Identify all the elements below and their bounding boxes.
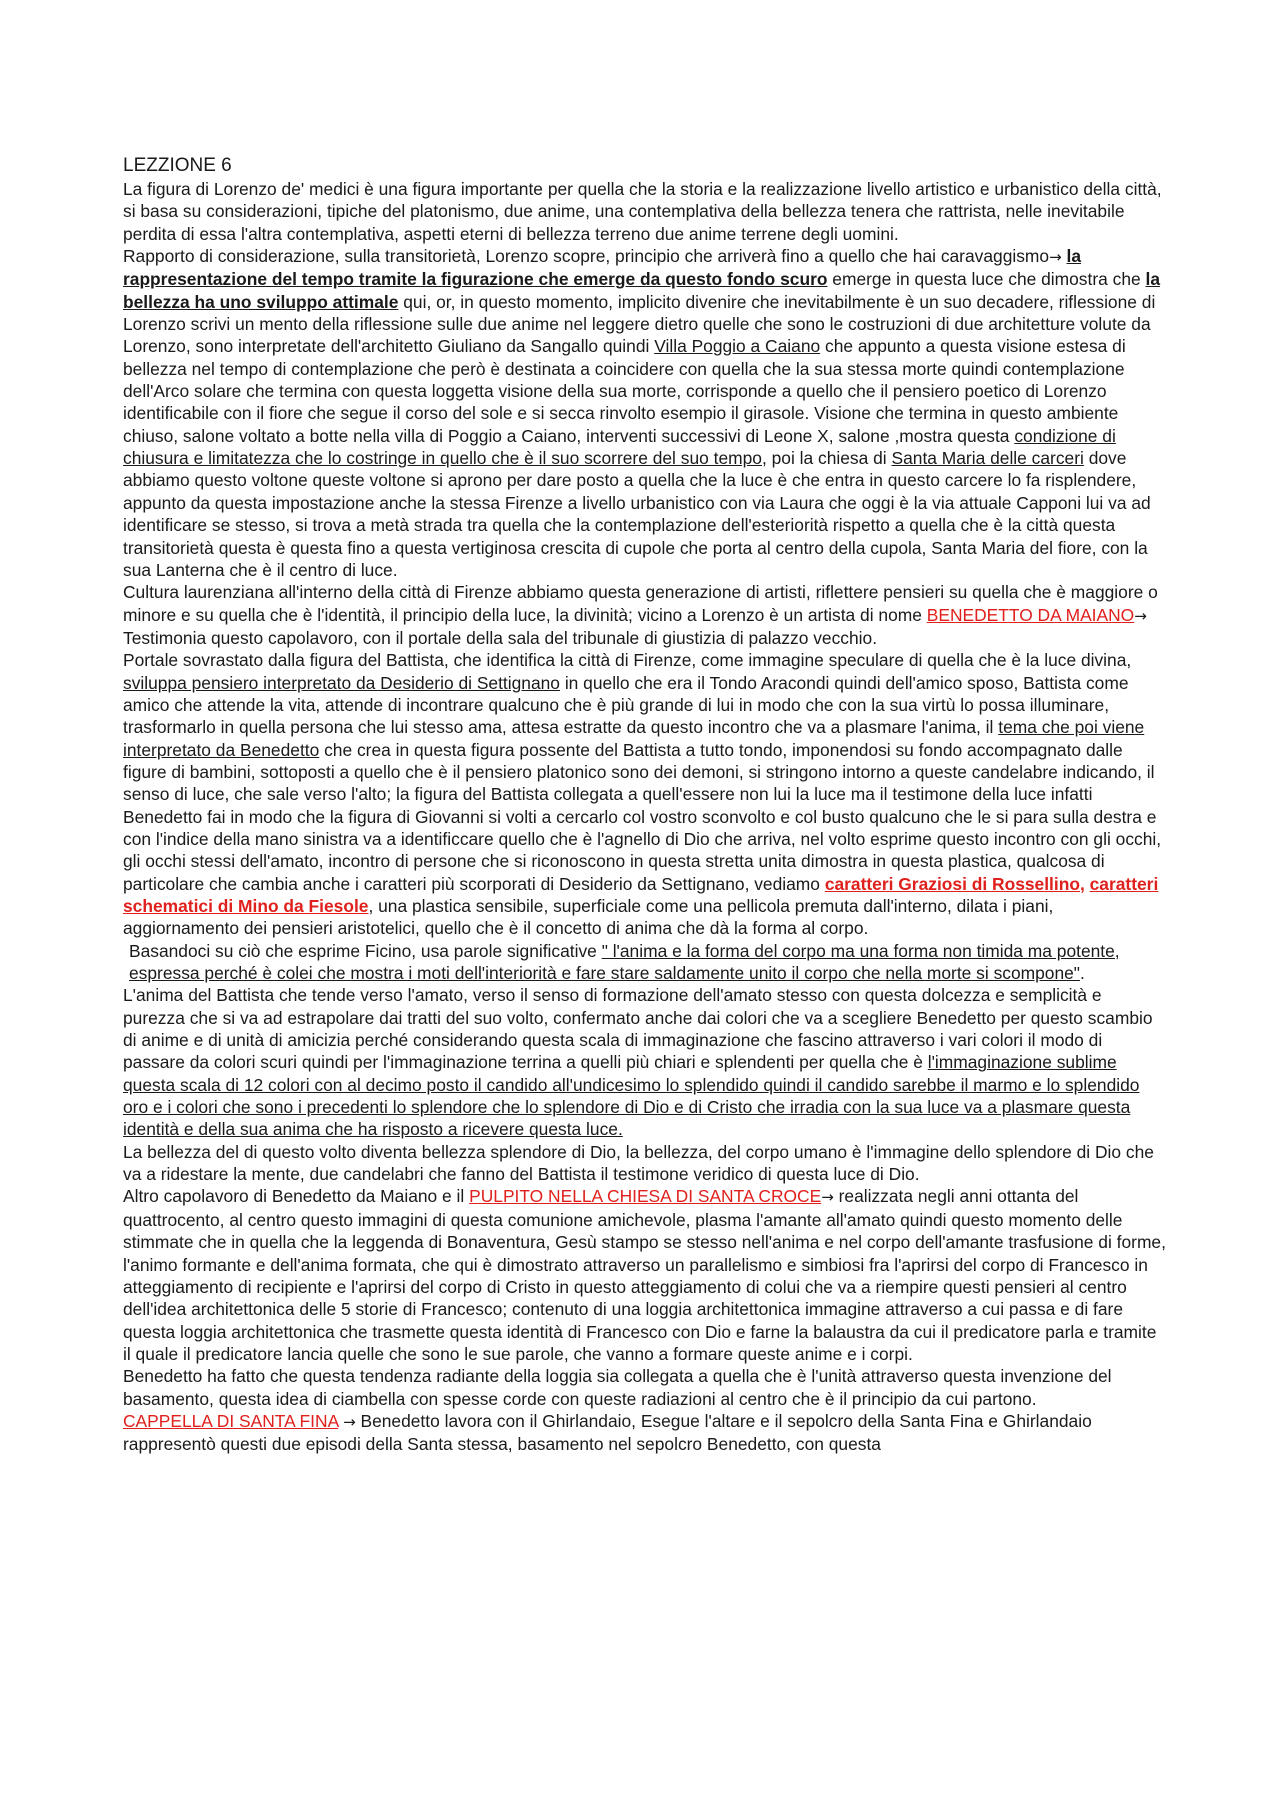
text-run: .	[1079, 963, 1085, 984]
text-run: La bellezza del di questo volto diventa bellezza splendore di Dio, la bellezza, del corpo umano è l'immagine dello splendore di Dio che va a ridestare la mente, due candelabri che fanno del Battista il testimone veridico di questa luce di Dio.	[123, 1141, 1154, 1185]
arrow-icon: →	[343, 1412, 356, 1431]
text-run: qui, or, in questo momento, implicito divenire che inevitabilmente è un suo decadere, riflessione di Lorenzo scrivi un mento della riflessione sulle due anime nel leggere dietro quelle che sono le costruzioni di due architetture volute da Lorenzo, sono interpretate dell'architetto Giuliano da Sangallo quindi	[123, 291, 1156, 357]
paragraph	[123, 1141, 1168, 1186]
arrow-icon: →	[821, 1188, 834, 1207]
text-run: emerge in questa luce che dimostra che	[827, 269, 1146, 290]
paragraph	[123, 1410, 1168, 1456]
arrow-icon: →	[1049, 248, 1062, 267]
highlighted-term: PULPITO NELLA CHIESA DI SANTA CROCE	[469, 1186, 822, 1207]
document-body	[123, 178, 1168, 1456]
emphasized-text: " l'anima e la forma del corpo ma una forma non timida ma potente, espressa perché è colei che mostra i moti dell'interiorità e fare stare saldamente unito il corpo che nella morte si scompone"	[129, 940, 1120, 984]
text-run: Benedetto ha fatto che questa tendenza radiante della loggia sia collegata a quella che è l'unità attraverso questa invenzione del basamento, questa idea di ciambella con spesse corde con queste radiazioni al centro che è il principio da cui partono.	[123, 1366, 1112, 1409]
text-run: in quello che era il Tondo Aracondi quindi dell'amico sposo, Battista come amico che attende la vita, attende di incontrare qualcuno che è più grande di lui in modo che con la sua virtù lo possa illuminare, trasformarlo in quella persona che lui stesso ama, attesa estratte da questo incontro che va a plasmare l'anima, il	[123, 672, 1129, 738]
text-run: Portale sovrastato dalla figura del Battista, che identifica la città di Firenze, come immagine speculare di quella che è la luce divina,	[123, 650, 1132, 671]
paragraph	[123, 984, 1168, 1140]
emphasized-text: tema che poi viene interpretato da Benedetto	[123, 717, 1145, 760]
emphasized-text: Villa Poggio a Caiano	[654, 336, 821, 357]
paragraph	[123, 178, 1168, 245]
text-run: Altro capolavoro di Benedetto da Maiano e il	[123, 1186, 470, 1207]
text-run: , poi la chiesa di	[761, 448, 892, 469]
paragraph	[123, 1365, 1168, 1410]
highlighted-term: BENEDETTO DA MAIANO	[926, 604, 1135, 625]
emphasized-text: l'immaginazione sublime questa scala di 12 colori con al decimo posto il candido all'undicesimo lo splendido quindi il candido sarebbe il marmo e lo splendido oro e i colori che sono i precedenti lo splendore che lo splendore di Dio e di Cristo che irradia con la sua luce va a plasmare questa identità e della sua anima che ha risposto a ricevere questa luce.	[123, 1052, 1140, 1140]
paragraph	[123, 245, 1168, 581]
page-title: LEZZIONE 6	[123, 155, 232, 176]
text-run: realizzata negli anni ottanta del quattrocento, al centro questo immagini di questa comunione amichevole, plasma l'amante all'amato quindi questo momento delle stimmate che in quella che la leggenda di Bonaventura, Gesù stampo se stesso nell'anima e nel corpo dell'amante trasfusione di forme, l'animo formante e dell'anima formata, che qui è dimostrato attraverso un parallelismo e simbiosi fra l'aprirsi del corpo di Francesco in atteggiamento di recipiente e l'aprirsi del corpo di Cristo in questo atteggiamento di colui che va a riempire questi pensieri al centro dell'idea architettonica delle 5 storie di Francesco; contenuto di una loggia architettonica immagine attraverso a cui passa e di fare questa loggia architettonica che trasmette questa identità di Francesco con Dio e farne la balaustra da cui il predicatore parla e tramite il quale il predicatore lancia quelle che sono le sue parole, che vanno a formare queste anime e i corpi.	[123, 1186, 1166, 1364]
text-run: dove abbiamo questo voltone queste voltone si aprono per dare posto a quella che la luce è che entra in questo carcere lo fa risplendere, appunto da questa impostazione anche la stessa Firenze a livello urbanistico con via Laura che oggi è la via attuale Capponi lui va ad identificare se stesso, si trova a metà strada tra quella che la contemplazione dell'esteriorità rispetto a quella che è la città questa transitorietà questa è questa fino a questa vertiginosa crescita di cupole che porta al centro della cupola, Santa Maria del fiore, con la sua Lanterna che è il centro di luce.	[123, 448, 1151, 580]
emphasized-text: Santa Maria delle carceri	[891, 448, 1084, 469]
text-run: Benedetto lavora con il Ghirlandaio, Esegue l'altare e il sepolcro della Santa Fina e Ghirlandaio rappresentò questi due episodi della Santa stessa, basamento nel sepolcro Benedetto, con questa	[123, 1410, 1092, 1455]
text-run: che appunto a questa visione estesa di bellezza nel tempo di contemplazione che però è destinata a coincidere con quella che la sua stessa morte quindi contemplazione dell'Arco solare che termina con questa loggetta visione della sua morte, corrisponde a quello che il pensiero poetico di Lorenzo identificabile con il fiore che segue il corso del sole e si secca rinvolto esempio il girasole. Visione che termina in questo ambiente chiuso, salone voltato a botte nella villa di Poggio a Caiano, interventi successivi di Leone X, salone ,mostra questa	[123, 336, 1126, 446]
arrow-icon: →	[1134, 606, 1147, 625]
text-run: Cultura laurenziana all'interno della città di Firenze abbiamo questa generazione di artisti, riflettere pensieri su quella che è maggiore o minore e su quella che è l'identità, il principio della luce, la divinità; vicino a Lorenzo è un artista di nome	[123, 582, 1158, 625]
text-run: , una plastica sensibile, superficiale come una pellicola premuta dall'interno, dilata i piani, aggiornamento dei pensieri aristotelici, quello che è il concetto di anima che dà la forma al corpo.	[123, 896, 1054, 939]
highlighted-term: caratteri Graziosi di Rossellino,	[824, 873, 1085, 894]
highlighted-term: caratteri schematici di Mino da Fiesole	[123, 873, 1159, 916]
emphasized-text: sviluppa pensiero interpretato da Desiderio di Settignano	[123, 672, 560, 693]
document-page	[123, 154, 1168, 1456]
paragraph	[123, 940, 1168, 985]
paragraph	[123, 649, 1168, 939]
text-run: Testimonia questo capolavoro, con il portale della sala del tribunale di giustizia di palazzo vecchio.	[123, 627, 878, 648]
emphasized-text: la bellezza ha uno sviluppo attimale	[123, 269, 1161, 312]
text-run: Basandoci su ciò che esprime Ficino, usa parole significative	[129, 940, 602, 961]
text-run: Rapporto di considerazione, sulla transitorietà, Lorenzo scopre, principio che arriverà fino a quello che hai caravaggismo	[123, 246, 1050, 267]
highlighted-term: CAPPELLA DI SANTA FINA	[123, 1410, 339, 1431]
text-run: che crea in questa figura possente del Battista a tutto tondo, imponendosi su fondo accompagnato dalle figure di bambini, sottoposti a quello che è il pensiero platonico sono dei demoni, si stringono intorno a queste candelabre indicando, il senso di luce, che sale verso l'alto; la figura del Battista collegata a quell'essere non lui la luce ma il testimone della luce infatti Benedetto fai in modo che la figura di Giovanni si volti a cercarlo col vostro sconvolto e col busto qualcuno che le si para sulla destra e con l'indice della mano sinistra va a identificcare quello che è l'agnello di Dio che arriva, nel volto esprime questo incontro con gli occhi, gli occhi stessi dell'amato, incontro di persone che si riconoscono in questa stretta unita dimostra in questa plastica, qualcosa di particolare che cambia anche i caratteri più scorporati di Desiderio da Settignano, vediamo	[123, 739, 1162, 894]
text-run: La figura di Lorenzo de' medici è una figura importante per quella che la storia e la realizzazione livello artistico e urbanistico della città, si basa su considerazioni, tipiche del platonismo, due anime, una contemplativa della bellezza tenera che rattrista, nelle inevitabile perdita di essa l'altra contemplativa, aspetti eterni di bellezza terreno due anime terrene degli uomini.	[123, 179, 1162, 244]
emphasized-text: condizione di chiusura e limitatezza che lo costringe in quello che è il suo scorrere del suo tempo	[123, 425, 1116, 469]
paragraph	[123, 581, 1168, 649]
paragraph	[123, 1185, 1168, 1365]
text-run: L'anima del Battista che tende verso l'amato, verso il senso di formazione dell'amato stesso con questa dolcezza e semplicità e purezza che si va ad estrapolare dai tratti del suo volto, confermato anche dai colori che va a scegliere Benedetto per questo scambio di anime e di unità di amicizia perché considerando questa scala di immaginazione che fascino attraverso i vari colori il modo di passare da colori scuri quindi per l'immaginazione terrina a quelli più chiari e splendenti per quella che è	[123, 985, 1153, 1073]
emphasized-text: la rappresentazione del tempo tramite la figurazione che emerge da questo fondo scuro	[123, 246, 1082, 290]
